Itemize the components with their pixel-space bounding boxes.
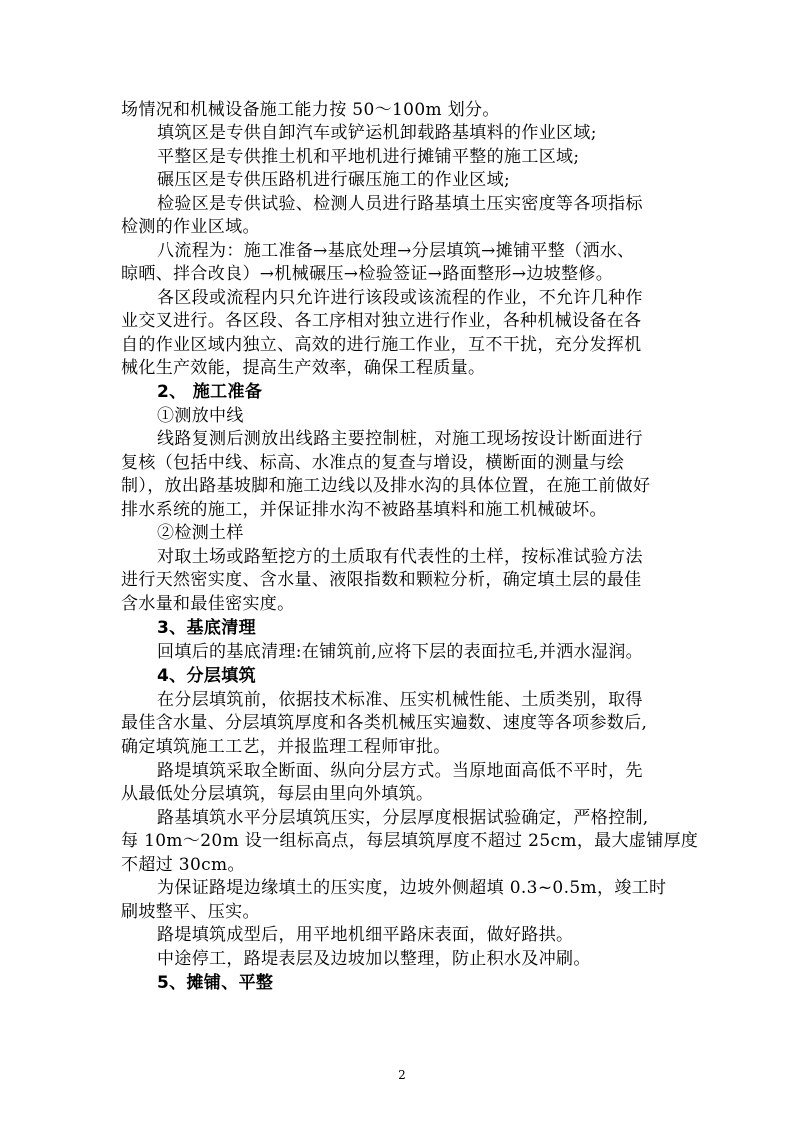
page-number: 2	[398, 1068, 406, 1082]
body-text-line: 回填后的基底清理:在铺筑前,应将下层的表面拉毛,并洒水湿润。	[157, 642, 644, 662]
body-text-line: 业交叉进行。各区段、各工序相对独立进行作业，各种机械设备在各	[121, 311, 642, 331]
section-heading: 4、分层填筑	[157, 666, 256, 686]
body-text-line: 从最低处分层填筑，每层由里向外填筑。	[121, 784, 434, 804]
body-text-line: 不超过 30cm。	[121, 855, 245, 875]
subsection-heading: ②检测土样	[157, 523, 244, 543]
subsection-heading: ①测放中线	[157, 406, 244, 426]
body-text-line: 碾压区是专供压路机进行碾压施工的作业区域;	[157, 170, 511, 190]
body-text-line: 自的作业区域内独立、高效的进行施工作业，互不干扰，充分发挥机	[121, 335, 642, 355]
body-text-line: 对取土场或路堑挖方的土质取有代表性的土样，按标准试验方法	[157, 547, 643, 567]
section-heading: 2、 施工准备	[157, 382, 263, 402]
body-text-line: 检验区是专供试验、检测人员进行路基填土压实密度等各项指标	[157, 194, 643, 214]
body-text-line: 晾晒、拌合改良）→机械碾压→检验签证→路面整形→边坡整修。	[121, 264, 614, 284]
section-heading: 3、基底清理	[157, 618, 256, 638]
body-text-line: 排水系统的施工，并保证排水沟不被路基填料和施工机械破坏。	[121, 500, 607, 520]
body-text-line: 确定填筑施工工艺，并报监理工程师审批。	[121, 737, 451, 757]
body-text-line: 检测的作业区域。	[121, 217, 260, 237]
body-text-line: 制），放出路基坡脚和施工边线以及排水沟的具体位置，在施工前做好	[121, 476, 651, 496]
body-text-line: 每 10m～20m 设一组标高点，每层填筑厚度不超过 25cm，最大虚铺厚度	[121, 831, 699, 851]
body-text-line: 械化生产效能，提高生产效率，确保工程质量。	[121, 358, 486, 378]
body-text-line: 复核（包括中线、标高、水准点的复查与增设，横断面的测量与绘	[121, 453, 625, 473]
body-text-line: 线路复测后测放出线路主要控制桩，对施工现场按设计断面进行	[157, 429, 643, 449]
section-heading: 5、摊铺、平整	[157, 973, 274, 993]
body-text-line: 刷坡整平、压实。	[121, 902, 260, 922]
body-text-line: 路基填筑水平分层填筑压实，分层厚度根据试验确定，严格控制,	[157, 808, 649, 828]
body-text-line: 最佳含水量、分层填筑厚度和各类机械压实遍数、速度等各项参数后,	[121, 713, 648, 733]
body-text-line: 填筑区是专供自卸汽车或铲运机卸载路基填料的作业区域;	[157, 123, 597, 143]
body-text-line: 路堤填筑成型后，用平地机细平路床表面，做好路拱。	[157, 925, 574, 945]
body-text-line: 场情况和机械设备施工能力按 50～100m 划分。	[121, 100, 500, 120]
body-text-line: 平整区是专供推土机和平地机进行摊铺平整的施工区域;	[157, 147, 580, 167]
body-text-line: 中途停工，路堤表层及边坡加以整理，防止积水及冲刷。	[157, 949, 591, 969]
body-text-line: 为保证路堤边缘填土的压实度，边坡外侧超填 0.3~0.5m，竣工时	[157, 878, 667, 898]
body-text-line: 进行天然密实度、含水量、液限指数和颗粒分析，确定填土层的最佳	[121, 570, 642, 590]
body-text-line: 八流程为：施工准备→基底处理→分层填筑→摊铺平整（洒水、	[157, 241, 635, 261]
body-text-line: 路堤填筑采取全断面、纵向分层方式。当原地面高低不平时，先	[157, 761, 643, 781]
body-text-line: 在分层填筑前，依据技术标准、压实机械性能、土质类别，取得	[157, 690, 643, 710]
body-text-line: 含水量和最佳密实度。	[121, 594, 295, 614]
body-text-line: 各区段或流程内只允许进行该段或该流程的作业，不允许几种作	[157, 288, 643, 308]
